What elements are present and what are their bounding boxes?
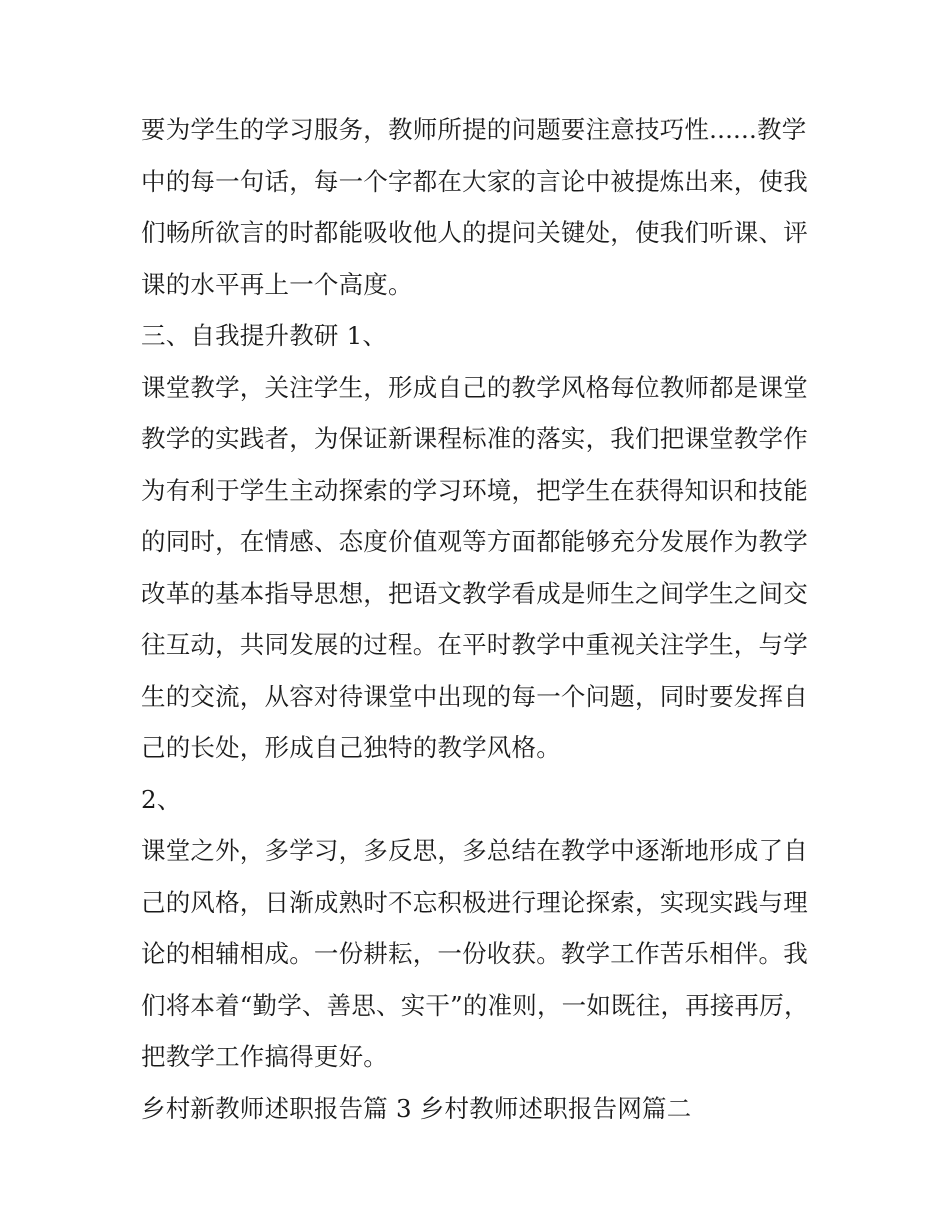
document-body xyxy=(141,104,816,1134)
section-heading: 三、自我提升教研 1、 xyxy=(141,321,388,350)
text-line: 改革的基本指导思想，把语文教学看成是师生之间学生之间交 xyxy=(141,578,808,608)
text-line: 的同时，在情感、态度价值观等方面都能够充分发展作为教学 xyxy=(141,527,808,556)
text-line: 己的长处，形成自己独特的教学风格。 xyxy=(141,733,561,762)
text-line: 课的水平再上一个高度。 xyxy=(141,269,413,299)
text-line: 们将本着“勤学、善思、实干”的准则，一如既往，再接再厉， xyxy=(141,990,809,1020)
text-line: 己的风格，日渐成熟时不忘积极进行理论探索，实现实践与理 xyxy=(141,887,808,917)
text-line: 课堂之外，多学习，多反思，多总结在教学中逐渐地形成了自 xyxy=(141,836,808,865)
text-line: 要为学生的学习服务，教师所提的问题要注意技巧性......教学 xyxy=(141,115,807,144)
item-number: 2、 xyxy=(141,784,182,814)
text-line: 生的交流，从容对待课堂中出现的每一个问题，同时要发挥自 xyxy=(141,681,808,711)
document-title-line: 乡村新教师述职报告篇 3 乡村教师述职报告网篇二 xyxy=(141,1093,692,1123)
text-line: 论的相辅相成。一份耕耘，一份收获。教学工作苦乐相伴。我 xyxy=(141,939,808,968)
text-line: 教学的实践者，为保证新课程标准的落实，我们把课堂教学作 xyxy=(141,424,808,453)
text-line: 把教学工作搞得更好。 xyxy=(141,1042,388,1071)
text-line: 往互动，共同发展的过程。在平时教学中重视关注学生，与学 xyxy=(141,630,808,659)
text-line: 为有利于学生主动探索的学习环境，把学生在获得知识和技能 xyxy=(141,475,808,505)
text-line: 们畅所欲言的时都能吸收他人的提问关键处，使我们听课、评 xyxy=(141,218,808,247)
text-line: 课堂教学，关注学生，形成自己的教学风格每位教师都是课堂 xyxy=(141,372,808,402)
text-line: 中的每一句话，每一个字都在大家的言论中被提炼出来，使我 xyxy=(141,166,808,196)
